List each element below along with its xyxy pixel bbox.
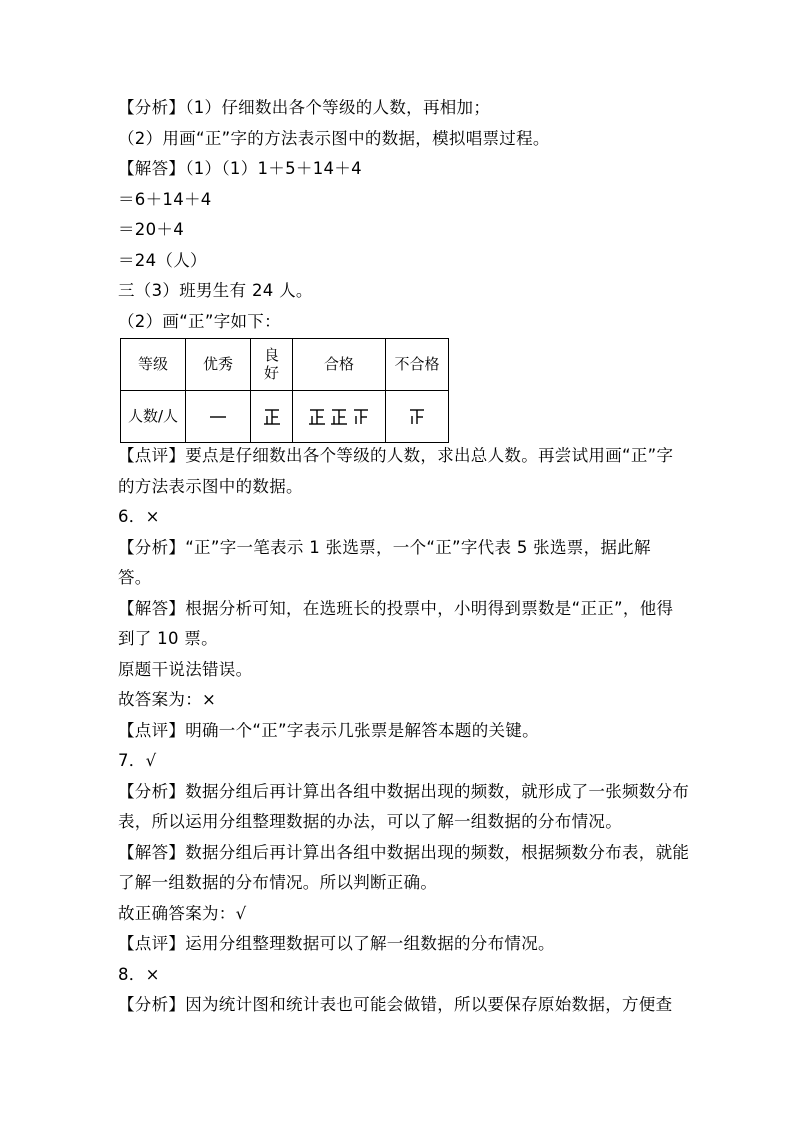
text-line: 答。 — [118, 568, 152, 587]
text-line: 了解一组数据的分布情况。所以判断正确。 — [118, 873, 438, 892]
text-line: 三（3）班男生有 24 人。 — [118, 281, 313, 300]
tally-cell-excellent — [186, 391, 251, 443]
text-line: 到了 10 票。 — [118, 629, 218, 648]
question-number: 6．× — [118, 507, 160, 526]
header-good-label: 良好 — [263, 346, 279, 382]
text-line: 【分析】数据分组后再计算出各组中数据出现的频数，就形成了一张频数分布 — [118, 781, 690, 801]
table-row — [121, 391, 449, 443]
answer-text-top — [118, 93, 718, 337]
tally-cell-good — [251, 391, 293, 443]
row-label-count: 人数/人 — [121, 391, 186, 443]
tally-mark — [328, 407, 350, 427]
text-line: ＝6＋14＋4 — [118, 189, 212, 209]
text-line: （2）用画“正”字的方法表示图中的数据，模拟唱票过程。 — [118, 128, 550, 148]
header-fail: 不合格 — [386, 339, 449, 391]
question-number: 7．√ — [118, 751, 157, 770]
tally-cell-pass — [293, 391, 386, 443]
text-line: ＝20＋4 — [118, 220, 184, 239]
text-line: 【点评】运用分组整理数据可以了解一组数据的分布情况。 — [118, 934, 555, 953]
tally-cell-fail — [386, 391, 449, 443]
text-line: 故答案为：× — [118, 690, 217, 709]
text-line: 原题干说法错误。 — [118, 659, 253, 679]
text-line: 【点评】明确一个“正”字表示几张票是解答本题的关键。 — [118, 720, 539, 740]
header-level: 等级 — [121, 339, 186, 391]
header-excellent: 优秀 — [186, 339, 251, 391]
tally-mark — [207, 407, 229, 427]
question-number: 8．× — [118, 964, 160, 984]
answer-text-bottom — [118, 441, 718, 1021]
text-line: ＝24（人） — [118, 250, 207, 270]
tally-mark — [306, 407, 328, 427]
text-line: 表，所以运用分组整理数据的办法，可以了解一组数据的分布情况。 — [118, 812, 622, 831]
tally-mark — [350, 407, 372, 427]
table-header-row — [121, 339, 449, 391]
header-good — [251, 339, 293, 391]
text-line: 【解答】（1）（1）1＋5＋14＋4 — [118, 159, 362, 178]
tally-table — [120, 338, 449, 443]
header-pass: 合格 — [293, 339, 386, 391]
text-line: 【点评】要点是仔细数出各个等级的人数，求出总人数。再尝试用画“正”字 — [118, 446, 674, 465]
text-line: 【分析】因为统计图和统计表也可能会做错，所以要保存原始数据，方便查 — [118, 995, 673, 1014]
text-line: 【分析】（1）仔细数出各个等级的人数，再相加； — [118, 98, 491, 117]
text-line: 的方法表示图中的数据。 — [118, 476, 303, 496]
text-line: 【解答】数据分组后再计算出各组中数据出现的频数，根据频数分布表，就能 — [118, 842, 690, 862]
tally-mark — [406, 407, 428, 427]
text-line: 【分析】“正”字一笔表示 1 张选票，一个“正”字代表 5 张选票，据此解 — [118, 537, 651, 557]
text-line: 【解答】根据分析可知，在选班长的投票中，小明得到票数是“正正”，他得 — [118, 598, 674, 618]
text-line: （2）画“正”字如下： — [118, 311, 281, 331]
text-line: 故正确答案为：√ — [118, 903, 247, 923]
tally-mark — [261, 407, 283, 427]
